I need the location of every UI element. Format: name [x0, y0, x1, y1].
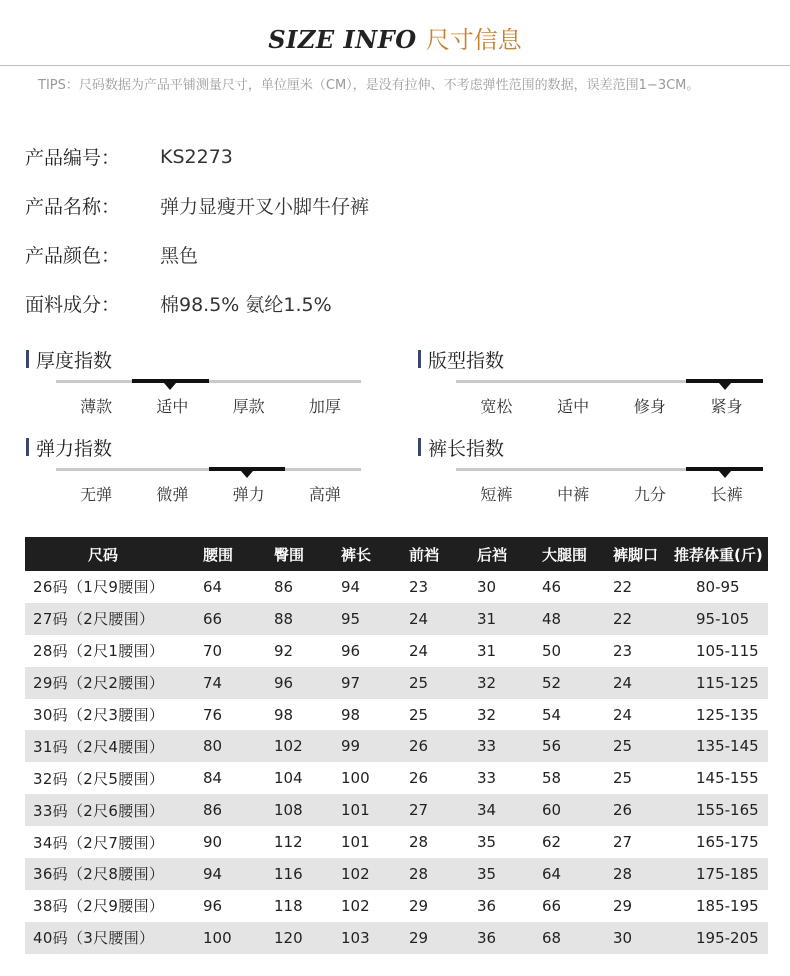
table-cell: 94 — [197, 858, 268, 890]
table-cell: 104 — [268, 762, 335, 794]
table-cell: 25 — [403, 667, 471, 699]
page-header — [0, 20, 790, 55]
column-header: 尺码 — [25, 537, 197, 571]
table-cell: 26 — [403, 730, 471, 762]
product-info — [25, 132, 369, 328]
index-option: 紧身 — [710, 397, 743, 416]
table-cell: 28码（2尺1腰围） — [25, 635, 197, 667]
index-option: 高弹 — [308, 485, 341, 504]
size-table — [25, 537, 768, 954]
table-cell: 95-105 — [674, 603, 768, 635]
table-cell: 105-115 — [674, 635, 768, 667]
table-cell: 66 — [197, 603, 268, 635]
table-cell: 29 — [403, 922, 471, 954]
table-cell: 145-155 — [674, 762, 768, 794]
info-value: 棉98.5% 氨纶1.5% — [160, 294, 332, 316]
table-cell: 118 — [268, 890, 335, 922]
table-cell: 29 — [403, 890, 471, 922]
table-cell: 95 — [335, 603, 403, 635]
table-cell: 33 — [471, 730, 536, 762]
index-option: 宽松 — [480, 397, 513, 416]
table-cell: 35 — [471, 858, 536, 890]
table-body — [25, 571, 768, 954]
table-cell: 46 — [536, 571, 607, 603]
table-cell: 34码（2尺7腰围） — [25, 826, 197, 858]
table-row — [25, 699, 768, 731]
info-label: 产品编号： — [25, 147, 121, 169]
table-row — [25, 571, 768, 603]
table-cell: 22 — [607, 603, 674, 635]
table-cell: 115-125 — [674, 667, 768, 699]
table-cell: 103 — [335, 922, 403, 954]
table-cell: 33码（2尺6腰围） — [25, 794, 197, 826]
table-cell: 98 — [335, 699, 403, 731]
table-cell: 27码（2尺腰围） — [25, 603, 197, 635]
table-cell: 64 — [197, 571, 268, 603]
table-row — [25, 922, 768, 954]
table-cell: 32码（2尺5腰围） — [25, 762, 197, 794]
title-chinese: 尺寸信息 — [425, 26, 522, 54]
table-row — [25, 858, 768, 890]
title-marker — [26, 438, 29, 456]
index-pointer-icon — [719, 383, 731, 390]
table-cell: 30 — [607, 922, 674, 954]
table-row — [25, 826, 768, 858]
table-cell: 24 — [607, 699, 674, 731]
column-header: 后裆 — [471, 537, 536, 571]
table-cell: 26码（1尺9腰围） — [25, 571, 197, 603]
index-title-text: 厚度指数 — [36, 349, 113, 372]
table-cell: 68 — [536, 922, 607, 954]
table-cell: 112 — [268, 826, 335, 858]
index-option: 微弹 — [156, 485, 189, 504]
table-row — [25, 667, 768, 699]
table-cell: 101 — [335, 794, 403, 826]
index-option: 中裤 — [557, 485, 590, 504]
index-option: 九分 — [633, 485, 666, 504]
table-cell: 34 — [471, 794, 536, 826]
table-cell: 102 — [335, 890, 403, 922]
table-cell: 52 — [536, 667, 607, 699]
table-cell: 31 — [471, 603, 536, 635]
length-index — [418, 434, 743, 504]
table-cell: 90 — [197, 826, 268, 858]
index-pointer-icon — [719, 471, 731, 478]
index-options — [458, 394, 765, 417]
table-cell: 26 — [607, 794, 674, 826]
table-cell: 97 — [335, 667, 403, 699]
table-cell: 195-205 — [674, 922, 768, 954]
table-cell: 86 — [268, 571, 335, 603]
table-cell: 56 — [536, 730, 607, 762]
title-marker — [418, 438, 421, 456]
index-options — [458, 482, 765, 505]
table-cell: 35 — [471, 826, 536, 858]
fit-index — [418, 346, 743, 416]
index-track — [456, 380, 763, 383]
index-option: 修身 — [633, 397, 666, 416]
table-cell: 120 — [268, 922, 335, 954]
table-row — [25, 762, 768, 794]
table-row — [25, 635, 768, 667]
table-cell: 32 — [471, 667, 536, 699]
table-cell: 135-145 — [674, 730, 768, 762]
stretch-index — [26, 434, 341, 504]
column-header: 裤脚口 — [607, 537, 674, 571]
index-option: 加厚 — [308, 397, 341, 416]
table-cell: 155-165 — [674, 794, 768, 826]
index-title-text: 裤长指数 — [428, 437, 505, 460]
index-option: 长裤 — [710, 485, 743, 504]
table-cell: 23 — [403, 571, 471, 603]
table-row — [25, 603, 768, 635]
table-cell: 25 — [607, 730, 674, 762]
index-option: 适中 — [557, 397, 590, 416]
index-options — [58, 394, 363, 417]
table-cell: 33 — [471, 762, 536, 794]
info-label: 产品名称： — [25, 196, 121, 218]
info-label: 产品颜色： — [25, 245, 121, 267]
index-title — [418, 346, 504, 372]
index-option: 厚款 — [232, 397, 265, 416]
table-cell: 76 — [197, 699, 268, 731]
index-pointer-icon — [164, 383, 176, 390]
table-cell: 74 — [197, 667, 268, 699]
table-cell: 23 — [607, 635, 674, 667]
table-cell: 36 — [471, 922, 536, 954]
table-cell: 70 — [197, 635, 268, 667]
index-title — [418, 434, 504, 460]
index-title — [26, 346, 112, 372]
table-cell: 101 — [335, 826, 403, 858]
index-option: 薄款 — [80, 397, 113, 416]
column-header: 推荐体重(斤) — [674, 537, 768, 571]
table-cell: 32 — [471, 699, 536, 731]
table-cell: 30码（2尺3腰围） — [25, 699, 197, 731]
table-cell: 30 — [471, 571, 536, 603]
table-cell: 36 — [471, 890, 536, 922]
table-cell: 80-95 — [674, 571, 768, 603]
table-cell: 40码（3尺腰围） — [25, 922, 197, 954]
table-cell: 96 — [197, 890, 268, 922]
info-row-name — [25, 181, 369, 230]
column-header: 大腿围 — [536, 537, 607, 571]
table-cell: 96 — [335, 635, 403, 667]
info-row-material — [25, 279, 369, 328]
table-cell: 62 — [536, 826, 607, 858]
column-header: 前裆 — [403, 537, 471, 571]
index-title-text: 弹力指数 — [36, 437, 113, 460]
column-header: 裤长 — [335, 537, 403, 571]
table-cell: 80 — [197, 730, 268, 762]
index-track — [56, 468, 361, 471]
table-cell: 24 — [403, 603, 471, 635]
index-options — [58, 482, 363, 505]
table-cell: 26 — [403, 762, 471, 794]
table-cell: 125-135 — [674, 699, 768, 731]
table-row — [25, 794, 768, 826]
index-option: 短裤 — [480, 485, 513, 504]
info-value: KS2273 — [160, 145, 233, 168]
table-cell: 29码（2尺2腰围） — [25, 667, 197, 699]
table-cell: 27 — [403, 794, 471, 826]
table-cell: 54 — [536, 699, 607, 731]
table-cell: 94 — [335, 571, 403, 603]
table-cell: 92 — [268, 635, 335, 667]
index-track — [456, 468, 763, 471]
table-cell: 24 — [403, 635, 471, 667]
table-cell: 29 — [607, 890, 674, 922]
table-cell: 100 — [335, 762, 403, 794]
table-cell: 50 — [536, 635, 607, 667]
header-divider — [0, 65, 790, 66]
table-cell: 31 — [471, 635, 536, 667]
tips-text: TIPS：尺码数据为产品平铺测量尺寸，单位厘米（CM），是没有拉伸、不考虑弹性范围的数据，误差范围1−3CM。 — [38, 78, 700, 93]
index-option: 无弹 — [80, 485, 113, 504]
table-cell: 38码（2尺9腰围） — [25, 890, 197, 922]
index-title — [26, 434, 112, 460]
table-cell: 86 — [197, 794, 268, 826]
table-cell: 22 — [607, 571, 674, 603]
table-cell: 84 — [197, 762, 268, 794]
table-cell: 108 — [268, 794, 335, 826]
table-cell: 58 — [536, 762, 607, 794]
table-cell: 96 — [268, 667, 335, 699]
table-cell: 64 — [536, 858, 607, 890]
index-option: 弹力 — [232, 485, 265, 504]
table-row — [25, 730, 768, 762]
info-row-code — [25, 132, 369, 181]
index-title-text: 版型指数 — [428, 349, 505, 372]
table-cell: 165-175 — [674, 826, 768, 858]
table-cell: 28 — [403, 826, 471, 858]
table-cell: 88 — [268, 603, 335, 635]
title-english: SIZE INFO — [268, 25, 417, 54]
table-cell: 102 — [335, 858, 403, 890]
table-cell: 175-185 — [674, 858, 768, 890]
table-cell: 31码（2尺4腰围） — [25, 730, 197, 762]
thickness-index — [26, 346, 341, 416]
table-cell: 28 — [403, 858, 471, 890]
column-header: 臀围 — [268, 537, 335, 571]
table-cell: 25 — [403, 699, 471, 731]
table-cell: 24 — [607, 667, 674, 699]
table-cell: 66 — [536, 890, 607, 922]
table-cell: 48 — [536, 603, 607, 635]
table-cell: 27 — [607, 826, 674, 858]
table-header-row — [25, 537, 768, 571]
table-cell: 60 — [536, 794, 607, 826]
column-header: 腰围 — [197, 537, 268, 571]
info-value: 黑色 — [160, 245, 199, 267]
table-cell: 100 — [197, 922, 268, 954]
table-cell: 185-195 — [674, 890, 768, 922]
index-pointer-icon — [241, 471, 253, 478]
table-cell: 99 — [335, 730, 403, 762]
table-cell: 28 — [607, 858, 674, 890]
info-label: 面料成分： — [25, 294, 121, 316]
title-marker — [418, 350, 421, 368]
info-value: 弹力显瘦开叉小脚牛仔裤 — [160, 196, 370, 218]
index-track — [56, 380, 361, 383]
table-row — [25, 890, 768, 922]
index-option: 适中 — [156, 397, 189, 416]
table-cell: 102 — [268, 730, 335, 762]
title-marker — [26, 350, 29, 368]
table-cell: 36码（2尺8腰围） — [25, 858, 197, 890]
info-row-color — [25, 230, 369, 279]
table-cell: 25 — [607, 762, 674, 794]
table-cell: 98 — [268, 699, 335, 731]
table-cell: 116 — [268, 858, 335, 890]
